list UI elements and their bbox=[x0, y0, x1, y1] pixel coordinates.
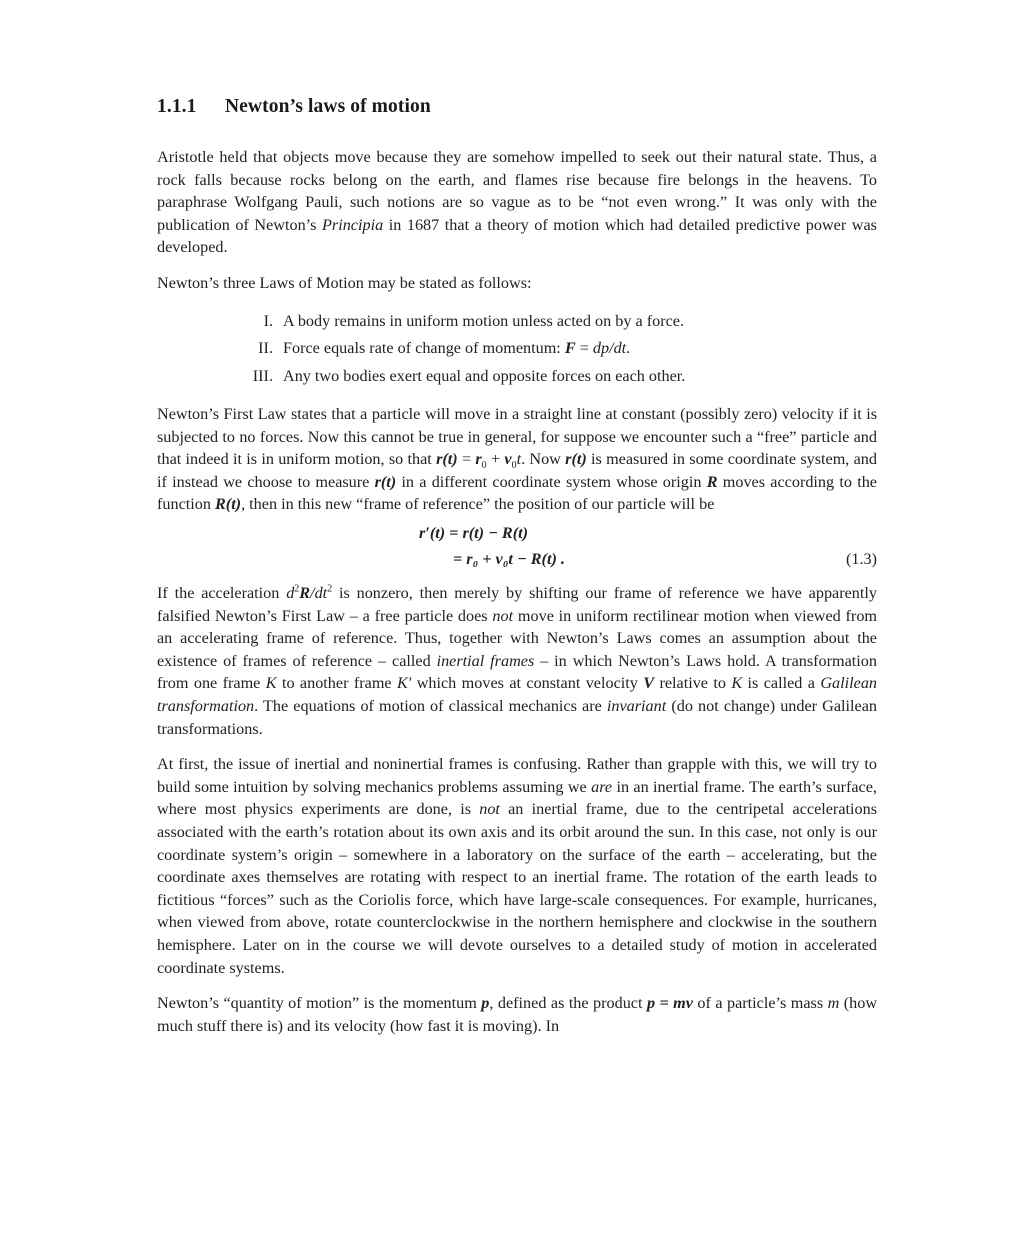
paragraph-momentum: Newton’s “quantity of motion” is the momentum p, defined as the product p = mv of a particle’s mass m (how much stuff there is) and its velocity (how fast it is moving). In bbox=[157, 994, 878, 1035]
law-numeral: I. bbox=[263, 311, 273, 330]
equation-number: (1.3) bbox=[845, 550, 877, 569]
section-heading bbox=[157, 96, 877, 124]
law-item bbox=[157, 308, 877, 336]
equation-line-2: = r₀ + v₀t − R(t) . bbox=[453, 550, 565, 569]
section-title: Newton’s laws of motion bbox=[225, 96, 431, 117]
law-item bbox=[157, 335, 877, 363]
law-numeral: III. bbox=[252, 366, 273, 385]
principia-title: Principia bbox=[322, 215, 384, 234]
paragraph-inertial-frames: If the acceleration $d^2R/dt^2$ is nonzero, then merely by shifting our frame of reference we have apparently falsified Newton’s First Law – a free particle does not move in uniform rectilinear motion when viewed from an accelerating frame of reference. Thus, together with Newton’s Laws comes an assumption about the existence of frames of reference – called inertial frames – in which Newton’s Laws hold. A transformation from one frame K to another frame K′ which moves at constant velocity V relative to K is called a Galilean transformation. The equations of motion of classical mechanics are invariant (do not change) under Galilean transformations. bbox=[157, 583, 878, 738]
law-text: Force equals rate of change of momentum: F = dp/dt. bbox=[283, 339, 631, 358]
document-page bbox=[157, 96, 877, 1037]
equation-1-3 bbox=[157, 522, 877, 582]
laws-list bbox=[157, 308, 877, 391]
paragraph-laws-intro: Newton’s three Laws of Motion may be stated as follows: bbox=[157, 273, 532, 292]
paragraph-aristotle: Aristotle held that objects move because they are somehow impelled to seek out their natural state. Thus, a rock falls because rocks belong on the earth, and flames rise because fire belongs in the heavens. To paraphrase Wolfgang Pauli, such notions are so vague as to be “not even wrong.” It was only with the publication of Newton’s Principia in 1687 that a theory of motion which had detailed predictive power was developed. bbox=[157, 148, 877, 257]
section-number: 1.1.1 bbox=[157, 96, 197, 117]
equation-line-1: r′(t) = r(t) − R(t) bbox=[419, 524, 529, 543]
paragraph-first-law: Newton’s First Law states that a particle will move in a straight line at constant (possibly zero) velocity if it is subjected to no forces. Now this cannot be true in general, for suppose we encounter such a “free” particle and that indeed it is in uniform motion, so that $r(t) = r_0 + v_0t$. Now r(t) is measured in some coordinate system, and if instead we choose to measure r(t) in a different coordinate system whose origin R moves according to the function R(t), then in this new “frame of reference” the position of our particle will be bbox=[157, 405, 877, 514]
paragraph-noninertial: At first, the issue of inertial and noninertial frames is confusing. Rather than grapple with this, we will try to build some intuition by solving mechanics problems assuming we are in an inertial frame. The earth’s surface, where most physics experiments are done, is not an inertial frame, due to the centripetal accelerations associated with the earth’s rotation about its own axis and its orbit around the sun. In this case, not only is our coordinate system’s origin – somewhere in a laboratory on the surface of the earth – accelerating, but the coordinate axes themselves are rotating with respect to an inertial frame. The rotation of the earth leads to fictitious “forces” such as the Coriolis force, which have large-scale consequences. For example, hurricanes, when viewed from above, rotate counterclockwise in the northern hemisphere and clockwise in the southern hemisphere. Later on in the course we will devote ourselves to a detailed study of motion in accelerated coordinate systems. bbox=[157, 755, 877, 977]
law-numeral: II. bbox=[258, 339, 273, 358]
law-item bbox=[157, 363, 877, 391]
law-text: Any two bodies exert equal and opposite forces on each other. bbox=[283, 366, 686, 385]
law-text: A body remains in uniform motion unless acted on by a force. bbox=[283, 311, 685, 330]
